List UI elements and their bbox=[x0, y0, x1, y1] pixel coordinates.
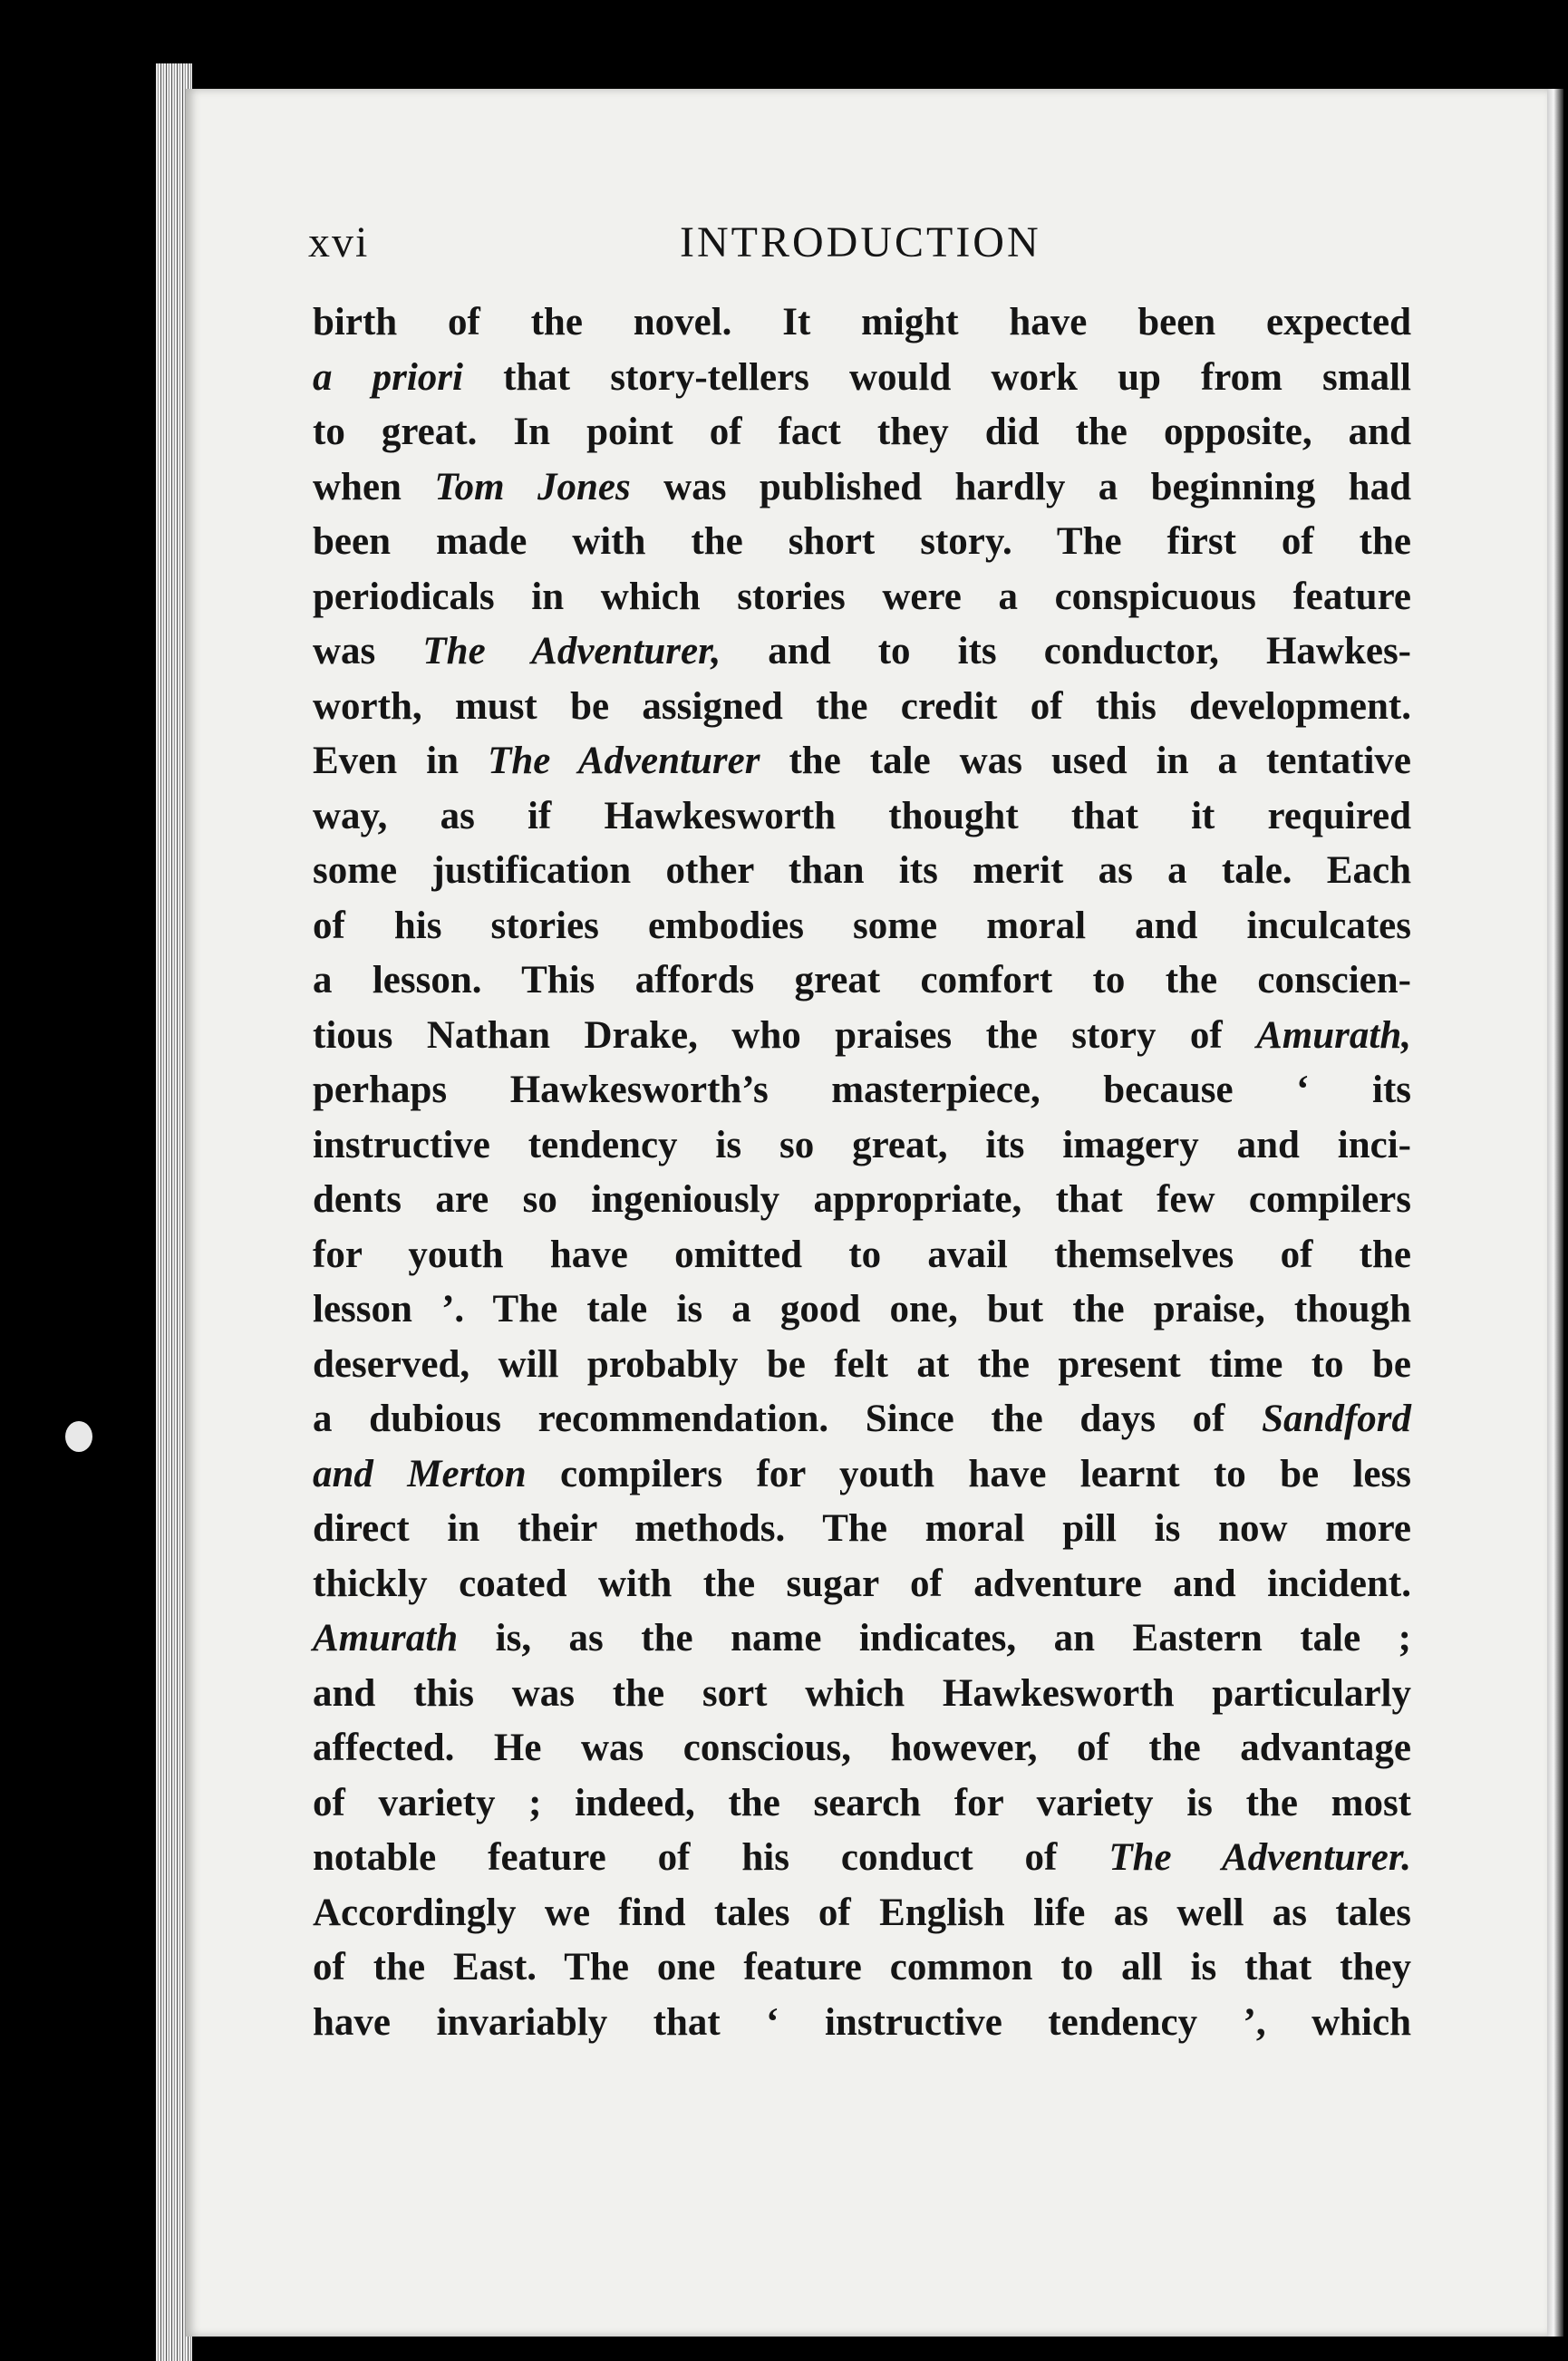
text-segment: was bbox=[313, 630, 423, 672]
text-segment: worth, must be assigned the credit of this development. bbox=[313, 684, 1411, 728]
text-line bbox=[313, 1721, 1411, 1776]
text-segment: notable feature of his conduct of bbox=[313, 1836, 1109, 1879]
text-line bbox=[313, 1667, 1411, 1722]
text-segment: periodicals in which stories were a conspicuous feature bbox=[313, 575, 1411, 618]
text-segment: affected. He was conscious, however, of the advantage bbox=[313, 1727, 1411, 1769]
italic-text: Tom Jones bbox=[434, 465, 631, 508]
text-segment: for youth have omitted to avail themselves of the bbox=[313, 1233, 1411, 1276]
text-segment: Even in bbox=[313, 740, 489, 782]
page-number: xvi bbox=[308, 218, 370, 266]
text-line bbox=[313, 844, 1411, 899]
text-line bbox=[313, 1282, 1411, 1338]
text-line bbox=[313, 1447, 1411, 1503]
text-line bbox=[313, 1502, 1411, 1557]
text-segment: compilers for youth have learnt to be less bbox=[526, 1452, 1411, 1495]
text-segment: a dubious recommendation. Since the days of bbox=[313, 1398, 1263, 1440]
text-segment: to great. In point of fact they did the opposite, and bbox=[313, 411, 1411, 453]
italic-text: Amurath, bbox=[1256, 1013, 1411, 1057]
text-line bbox=[313, 680, 1411, 735]
italic-text: The Adventurer, bbox=[422, 630, 721, 672]
italic-text: Sandford bbox=[1262, 1398, 1411, 1440]
text-line bbox=[313, 1173, 1411, 1228]
italic-text: a priori bbox=[313, 355, 463, 399]
text-segment: instructive tendency is so great, its imagery and inci- bbox=[313, 1123, 1411, 1166]
page-right-edge bbox=[1547, 89, 1563, 2337]
italic-text: The Adventurer bbox=[488, 740, 760, 782]
page-header bbox=[308, 218, 1414, 281]
italic-text: The Adventurer. bbox=[1108, 1836, 1411, 1879]
text-segment: of the East. The one feature common to all is that they bbox=[313, 1946, 1411, 1988]
text-segment: been made with the short story. The first of the bbox=[313, 520, 1411, 563]
text-segment: lesson ’. The tale is a good one, but the praise, though bbox=[313, 1288, 1411, 1330]
text-segment: thickly coated with the sugar of adventure and incident. bbox=[313, 1562, 1411, 1605]
text-line bbox=[313, 1611, 1411, 1667]
text-line bbox=[313, 624, 1411, 680]
text-line bbox=[313, 405, 1411, 460]
text-line bbox=[313, 1009, 1411, 1064]
text-line bbox=[313, 1886, 1411, 1941]
text-line bbox=[313, 570, 1411, 625]
text-line bbox=[313, 1940, 1411, 1996]
running-head: INTRODUCTION bbox=[680, 218, 1041, 266]
text-segment: way, as if Hawkesworth thought that it required bbox=[313, 794, 1411, 837]
italic-text: Amurath bbox=[313, 1617, 459, 1659]
text-segment: Accordingly we find tales of English life as well as tales bbox=[313, 1891, 1411, 1934]
text-line bbox=[313, 1557, 1411, 1612]
text-segment: of variety ; indeed, the search for variety is the most bbox=[313, 1781, 1411, 1824]
text-line bbox=[313, 1392, 1411, 1447]
text-line bbox=[313, 295, 1411, 351]
text-segment: is, as the name indicates, an Eastern tale ; bbox=[458, 1617, 1411, 1659]
text-segment: dents are so ingeniously appropriate, that few compilers bbox=[313, 1178, 1411, 1221]
text-segment: and to its conductor, Hawkes- bbox=[721, 630, 1412, 672]
text-segment: when bbox=[313, 465, 435, 508]
text-line bbox=[313, 1996, 1411, 2051]
text-segment: and this was the sort which Hawkesworth particularly bbox=[313, 1671, 1411, 1715]
text-line bbox=[313, 1776, 1411, 1832]
text-segment: of his stories embodies some moral and inculcates bbox=[313, 904, 1411, 947]
text-segment: tious Nathan Drake, who praises the story of bbox=[313, 1013, 1257, 1057]
text-segment: deserved, will probably be felt at the present time to be bbox=[313, 1342, 1411, 1386]
text-segment: the tale was used in a tentative bbox=[760, 740, 1411, 782]
text-segment: have invariably that ‘ instructive tendency ’, which bbox=[313, 2000, 1411, 2044]
text-line bbox=[313, 1063, 1411, 1118]
text-line bbox=[313, 515, 1411, 570]
body-text bbox=[313, 295, 1411, 2050]
italic-text: and Merton bbox=[313, 1452, 527, 1495]
margin-speck bbox=[65, 1421, 92, 1452]
text-line bbox=[313, 1228, 1411, 1283]
text-line bbox=[313, 953, 1411, 1009]
text-segment: a lesson. This affords great comfort to the conscien- bbox=[313, 959, 1411, 1001]
text-line bbox=[313, 1831, 1411, 1886]
text-line bbox=[313, 734, 1411, 789]
text-line bbox=[313, 789, 1411, 845]
text-segment: direct in their methods. The moral pill is now more bbox=[313, 1507, 1411, 1550]
text-line bbox=[313, 1338, 1411, 1393]
text-segment: that story-tellers would work up from small bbox=[462, 355, 1411, 399]
text-line bbox=[313, 899, 1411, 954]
text-line bbox=[313, 1118, 1411, 1174]
text-line bbox=[313, 351, 1411, 406]
text-segment: perhaps Hawkesworth’s masterpiece, because ‘ its bbox=[313, 1069, 1411, 1111]
text-line bbox=[313, 460, 1411, 516]
text-segment: was published hardly a beginning had bbox=[630, 465, 1411, 508]
text-segment: some justification other than its merit as a tale. Each bbox=[313, 849, 1411, 892]
text-segment: birth of the novel. It might have been expected bbox=[313, 301, 1411, 344]
